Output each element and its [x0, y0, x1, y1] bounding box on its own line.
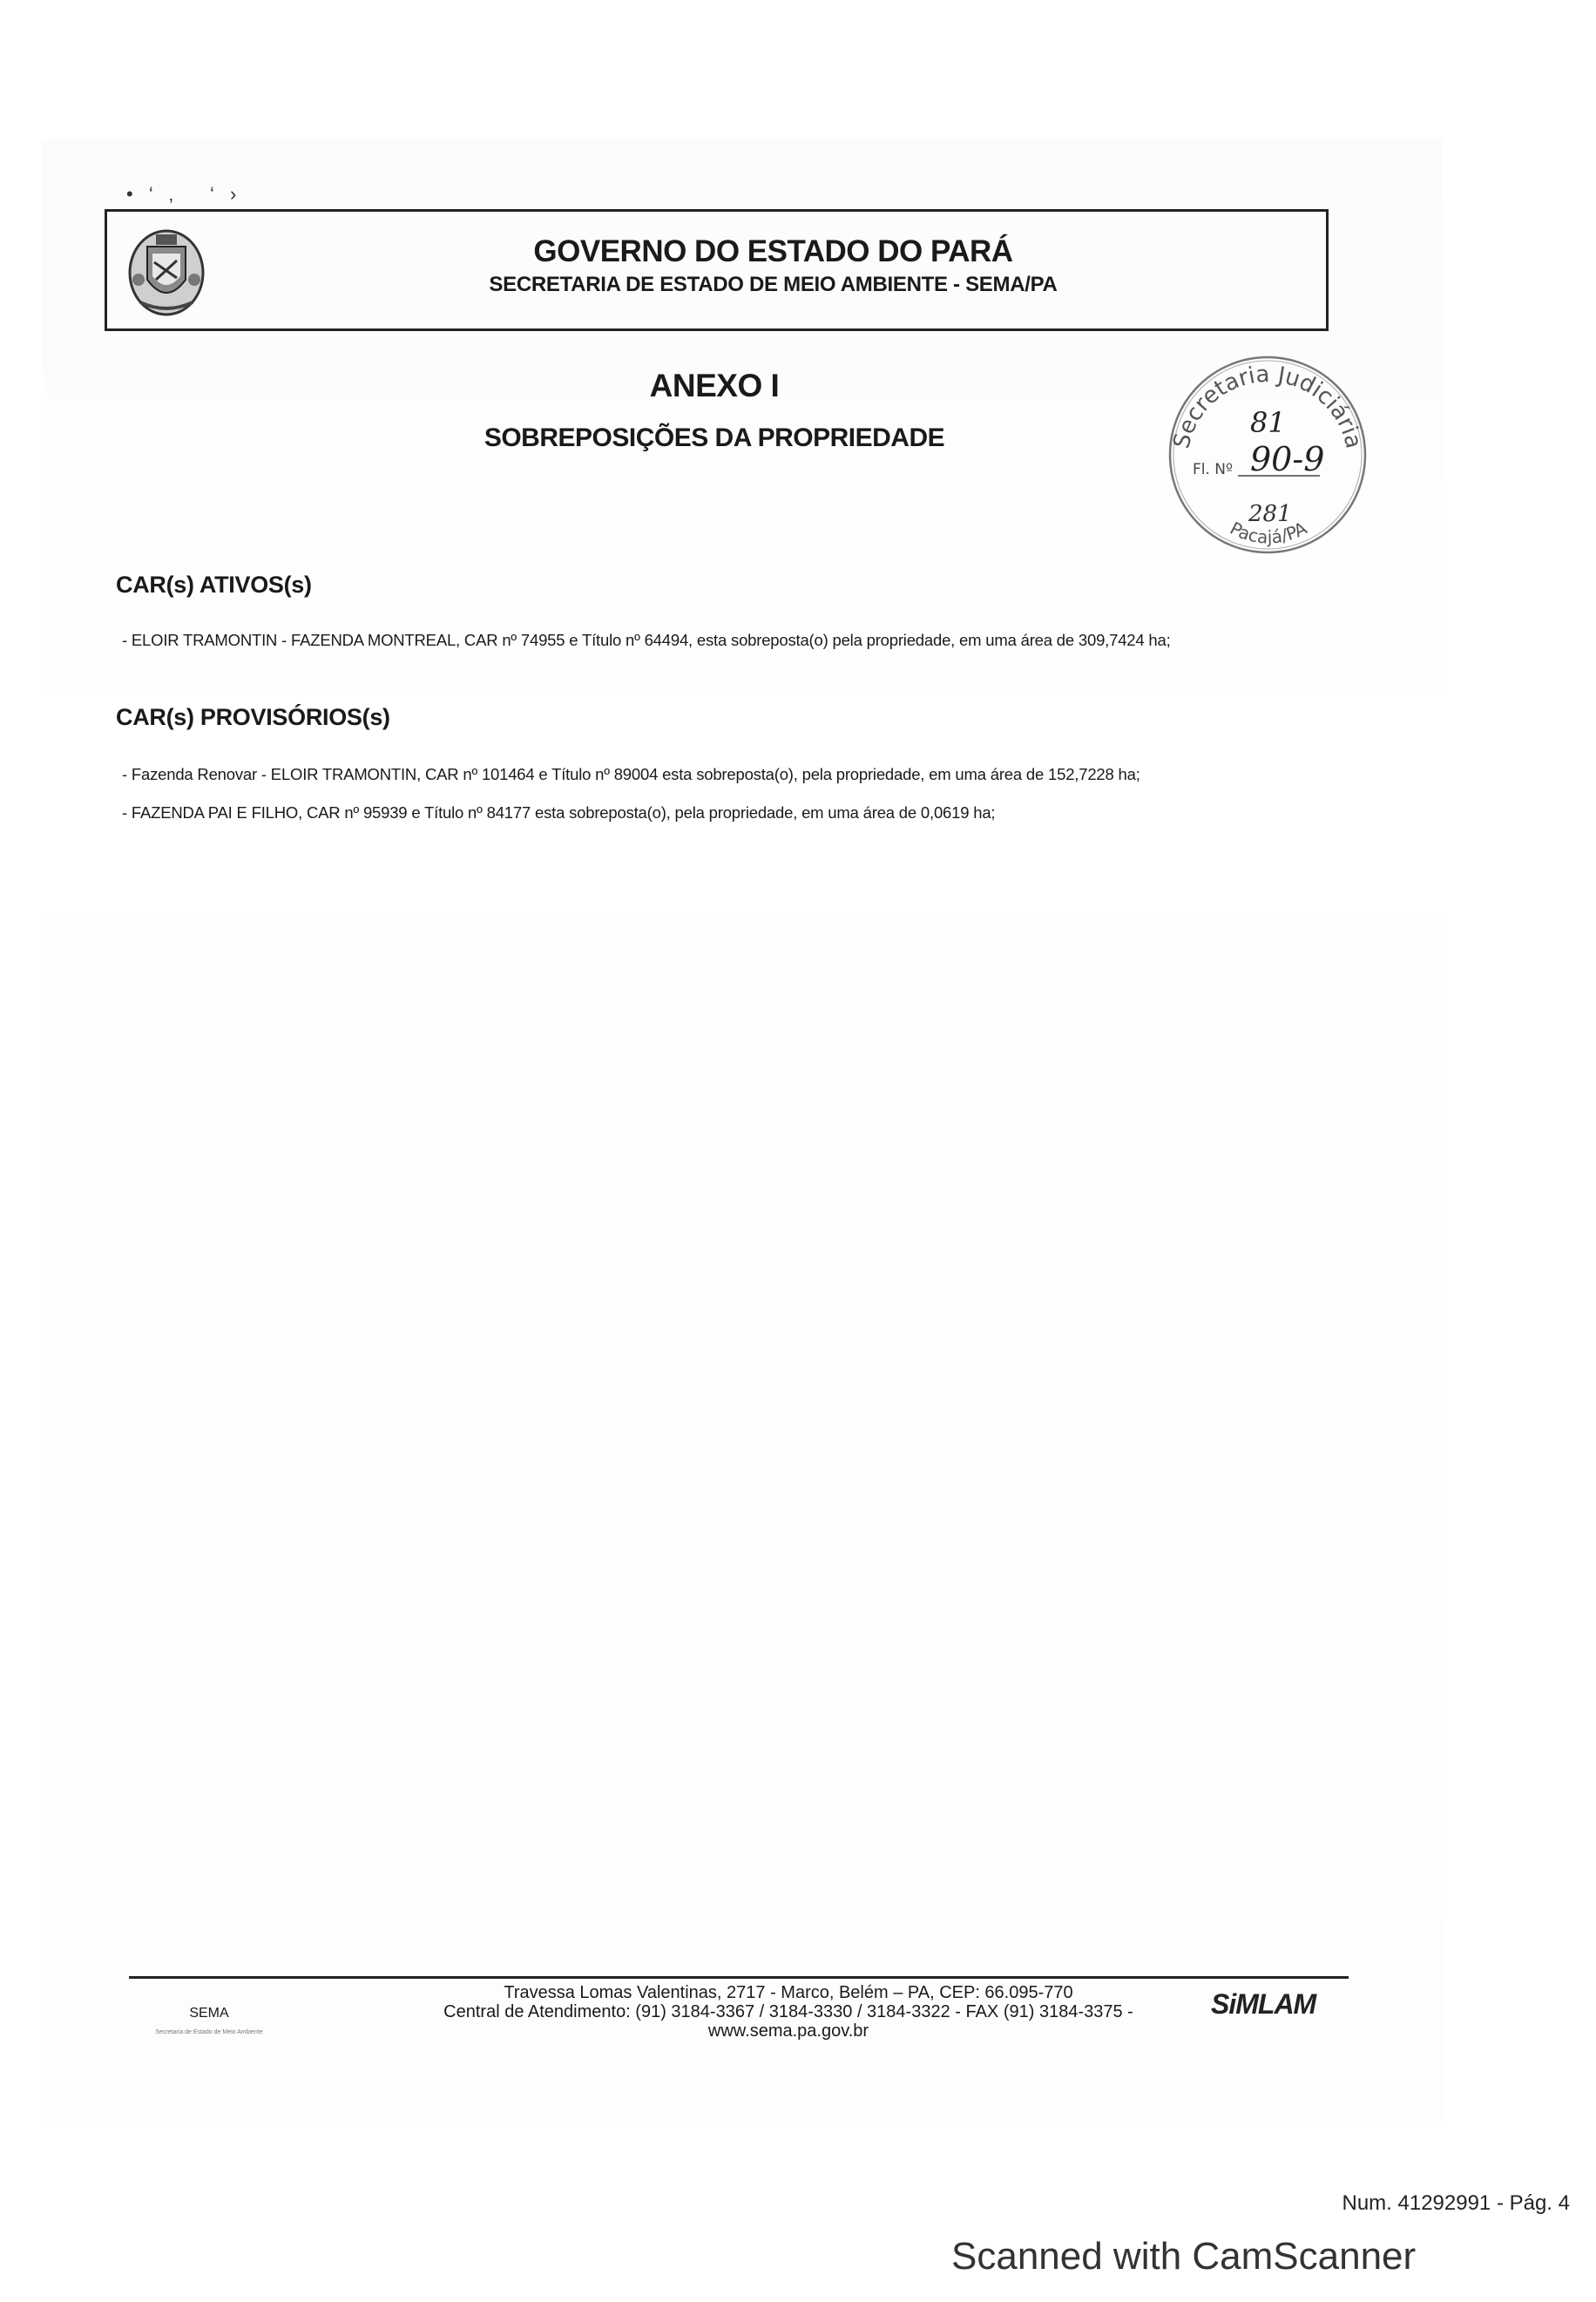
secretariat-subtitle: SECRETARIA DE ESTADO DE MEIO AMBIENTE - SEMA/PA [489, 273, 1058, 296]
page-number: Num. 41292991 - Pág. 4 [1342, 2191, 1570, 2215]
stamp-arc-top: Secretaria Judiciária [1168, 361, 1367, 451]
annex-subtitle: SOBREPOSIÇÕES DA PROPRIEDADE [484, 423, 945, 452]
letterhead [105, 209, 1329, 331]
footer-sema-logo [131, 2006, 287, 2036]
footer-divider [129, 1976, 1349, 1979]
list-item: - ELOIR TRAMONTIN - FAZENDA MONTREAL, CAR nº 74955 e Título nº 64494, esta sobreposta(o) pela propriedade, em uma área de 309,7424 ha; [122, 631, 1171, 649]
scan-specks: • ‘ ‚ ‘ › [126, 183, 242, 205]
list-item: - FAZENDA PAI E FILHO, CAR nº 95939 e Título nº 84177 esta sobreposta(o), pela propriedade, em uma área de 0,0619 ha; [122, 803, 996, 822]
footer-address: Travessa Lomas Valentinas, 2717 - Marco, Belém – PA, CEP: 66.095-770 [504, 1983, 1073, 2002]
section-title-provisorios: CAR(s) PROVISÓRIOS(s) [116, 704, 390, 730]
footer-phones: Central de Atendimento: (91) 3184-3367 / 3184-3330 / 3184-3322 - FAX (91) 3184-3375 - [443, 2002, 1133, 2021]
government-title: GOVERNO DO ESTADO DO PARÁ [533, 234, 1013, 268]
footer-contact [348, 1983, 1228, 2041]
footer-sema-label: SEMA [189, 2006, 229, 2021]
annex-title: ANEXO I [649, 368, 780, 403]
judiciary-stamp [1163, 349, 1370, 558]
camscanner-watermark: Scanned with CamScanner [951, 2235, 1417, 2278]
stamp-arc-bottom: Pacajá/PA [1227, 517, 1310, 548]
footer-sema-tagline: Secretaria de Estado de Meio Ambiente [155, 2029, 263, 2035]
section-title-ativos: CAR(s) ATIVOS(s) [116, 572, 312, 598]
list-item: - Fazenda Renovar - ELOIR TRAMONTIN, CAR nº 101464 e Título nº 89004 esta sobreposta(o), pela propriedade, em uma área de 152,7228 ha; [122, 765, 1140, 783]
stamp-handwritten-1: 81 [1250, 406, 1286, 439]
stamp-folio-label: Fl. Nº [1193, 461, 1234, 478]
simlam-logo: SiMLAM [1211, 1988, 1316, 2020]
stamp-handwritten-3: 281 [1248, 501, 1292, 527]
stamp-handwritten-2: 90-9 [1250, 440, 1325, 478]
footer-website: www.sema.pa.gov.br [707, 2021, 869, 2041]
